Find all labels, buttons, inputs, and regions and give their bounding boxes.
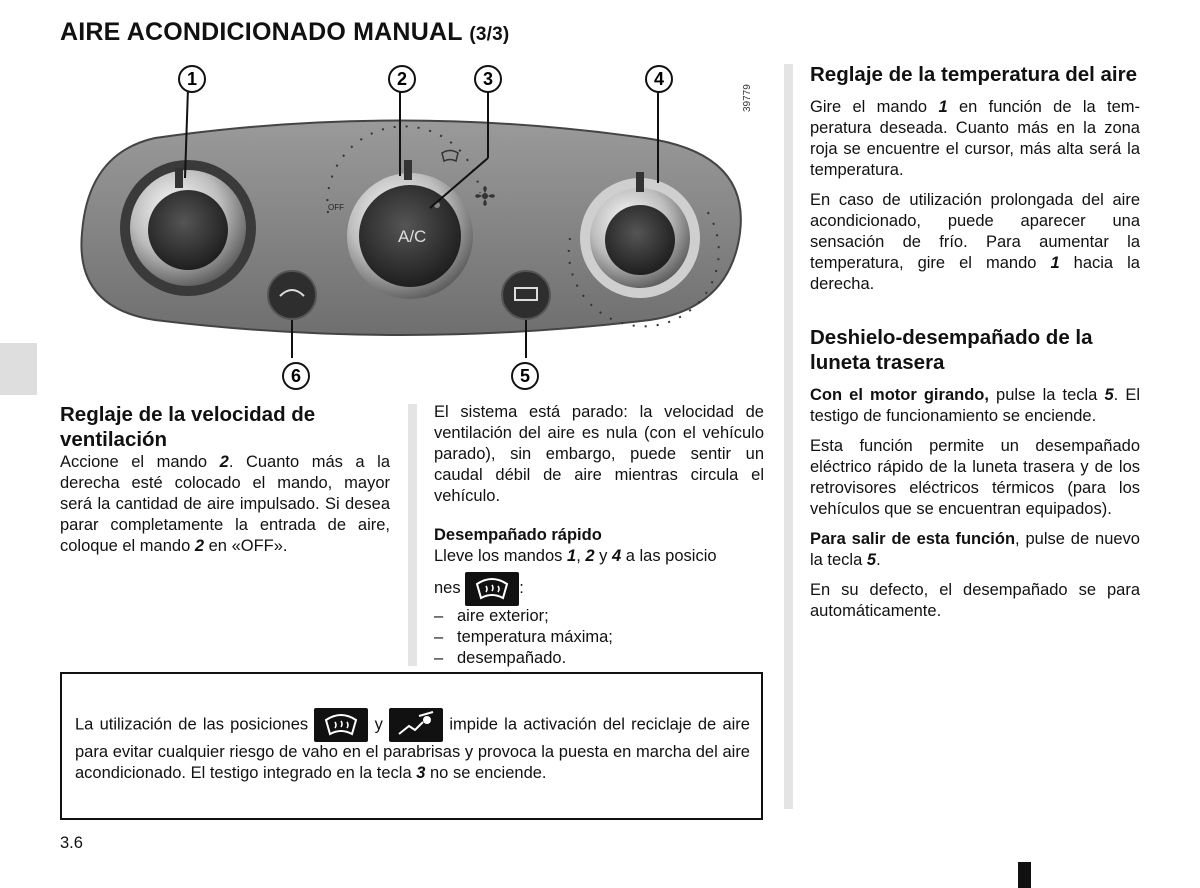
corner-mark bbox=[1018, 862, 1031, 888]
left-column bbox=[60, 402, 390, 557]
paragraph-defrost-3: Para salir de esta función, pulse de nuevo la tecla 5. bbox=[810, 530, 1140, 569]
paragraph-quick-defog: Lleve los mandos 1, 2 y 4 a las posicio bbox=[434, 547, 717, 565]
paragraph-temp-1: Gire el mando 1 en función de la temperatura deseada. Cuanto más en la zona roja se encuentre el cursor, más alta será la temperatura. bbox=[810, 98, 1140, 179]
positions-list bbox=[434, 606, 764, 669]
middle-column bbox=[434, 402, 764, 669]
feet-windscreen-icon bbox=[389, 708, 443, 742]
heading-temperature: Reglaje de la temperatura del aire bbox=[810, 63, 1137, 86]
divider-bar-mid bbox=[408, 404, 417, 666]
positions-line: nes : bbox=[434, 571, 764, 606]
chapter-tab bbox=[0, 343, 37, 395]
paragraph-defrost-4: En su defecto, el desempañado se para automáticamente. bbox=[810, 581, 1140, 620]
note-text: La utilización de las posiciones y impide la activación del reciclaje de aire para evitar cualquier riesgo de vaho en el parabrisas y provoca la puesta en marcha del aire acondicionado. El testigo integrado en la tecla 3 no se enciende. bbox=[75, 708, 750, 784]
svg-text:OFF: OFF bbox=[328, 203, 344, 212]
right-column bbox=[810, 62, 1140, 622]
subheading-quick-defog: Desempañado rápido bbox=[434, 526, 602, 544]
paragraph-defrost-1: Con el motor girando, pulse la tecla 5. El testigo de funcionamiento se enciende. bbox=[810, 386, 1140, 425]
defrost-icon bbox=[314, 708, 368, 742]
callout-6: 6 bbox=[290, 366, 302, 386]
ac-panel-illustration bbox=[60, 58, 760, 398]
callout-5: 5 bbox=[519, 366, 531, 386]
heading-fan-speed: Reglaje de la velocidad de ventilación bbox=[60, 403, 316, 451]
title-sub: (3/3) bbox=[469, 24, 510, 45]
list-item: – temperatura máxima; bbox=[434, 627, 764, 648]
page-title bbox=[60, 18, 509, 47]
paragraph-system-stopped: El sistema está parado: la velocidad de ventilación del aire es nula (con el vehículo parado), sin embargo, puede sentir un caudal débil de aire mientras circula el vehículo. bbox=[434, 403, 764, 505]
heading-rear-defrost: Deshielo-desempañado de la luneta trasera bbox=[810, 326, 1093, 374]
page-number: 3.6 bbox=[60, 834, 83, 852]
paragraph-defrost-2: Esta función permite un desempañado eléctrico rápido de la luneta trasera y de los retrovisores eléctricos térmicos (para los vehículos que se encuentran equipados). bbox=[810, 437, 1140, 518]
callout-2: 2 bbox=[396, 69, 408, 89]
paragraph-fan-speed: Accione el mando 2. Cuanto más a la derecha esté colocado el mando, mayor será la cantidad de aire impulsado. Si desea parar completamente la entrada de aire, coloque el mando 2 en «OFF». bbox=[60, 453, 390, 555]
title-main: AIRE ACONDICIONADO MANUAL bbox=[60, 18, 463, 46]
divider-bar-right bbox=[784, 64, 793, 809]
defrost-icon bbox=[465, 572, 519, 606]
ac-label: A/C bbox=[398, 227, 427, 246]
note-box bbox=[60, 672, 763, 820]
list-item: – desempañado. bbox=[434, 648, 764, 669]
figure-code: 39779 bbox=[742, 84, 753, 112]
callout-4: 4 bbox=[653, 69, 665, 89]
list-item: – aire exterior; bbox=[434, 606, 764, 627]
ac-panel-figure bbox=[60, 58, 760, 398]
paragraph-temp-2: En caso de utilización prolongada del aire acondicionado, puede aparecer una sensación de frío. Para aumentar la temperatura, gire el mando 1 hacia la derecha. bbox=[810, 191, 1140, 293]
callout-3: 3 bbox=[482, 69, 494, 89]
callout-1: 1 bbox=[186, 69, 198, 89]
